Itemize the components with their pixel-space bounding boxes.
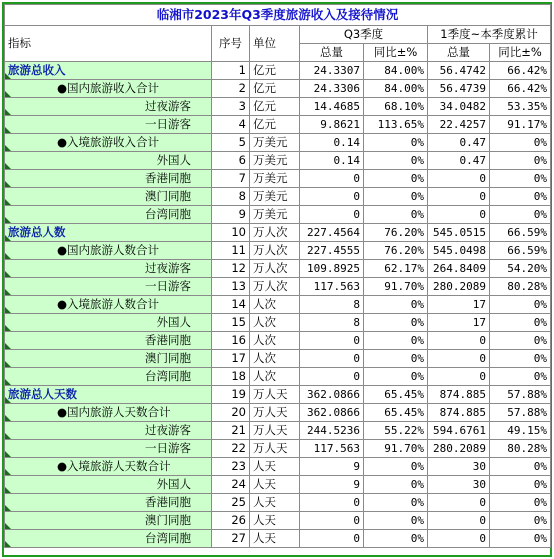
- cell-q3-yoy[interactable]: 62.17%: [364, 260, 428, 278]
- cell-ytd-total[interactable]: 264.8409: [428, 260, 490, 278]
- cell-q3-yoy[interactable]: 0%: [364, 152, 428, 170]
- cell-indicator[interactable]: ●入境旅游收入合计: [5, 134, 212, 152]
- cell-seq[interactable]: 4: [212, 116, 250, 134]
- cell-q3-yoy[interactable]: 68.10%: [364, 98, 428, 116]
- header-q3[interactable]: Q3季度: [300, 26, 428, 44]
- spreadsheet-sheet: [2, 2, 552, 557]
- cell-ytd-yoy[interactable]: 54.20%: [490, 260, 551, 278]
- table-row: [5, 440, 551, 458]
- cell-ytd-total[interactable]: 0: [428, 188, 490, 206]
- cell-q3-yoy[interactable]: 76.20%: [364, 242, 428, 260]
- cell-ytd-total[interactable]: 56.4742: [428, 62, 490, 80]
- cell-q3-total[interactable]: 24.3306: [300, 80, 364, 98]
- cell-indicator[interactable]: 一日游客: [5, 440, 212, 458]
- table-row: [5, 332, 551, 350]
- cell-q3-yoy[interactable]: 84.00%: [364, 62, 428, 80]
- cell-unit[interactable]: 万人次: [250, 278, 300, 296]
- cell-ytd-yoy[interactable]: 0%: [490, 512, 551, 530]
- cell-unit[interactable]: 亿元: [250, 98, 300, 116]
- cell-indicator[interactable]: 过夜游客: [5, 422, 212, 440]
- cell-unit[interactable]: 万人天: [250, 422, 300, 440]
- cell-seq[interactable]: 15: [212, 314, 250, 332]
- cell-q3-yoy[interactable]: 0%: [364, 332, 428, 350]
- cell-q3-total[interactable]: 0: [300, 512, 364, 530]
- table-title[interactable]: 临湘市2023年Q3季度旅游收入及接待情况: [5, 5, 551, 26]
- cell-ytd-total[interactable]: 56.4739: [428, 80, 490, 98]
- cell-ytd-total[interactable]: 22.4257: [428, 116, 490, 134]
- cell-ytd-total[interactable]: 594.6761: [428, 422, 490, 440]
- cell-unit[interactable]: 万人天: [250, 386, 300, 404]
- table-row: [5, 368, 551, 386]
- cell-indicator[interactable]: 外国人: [5, 476, 212, 494]
- cell-indicator[interactable]: ●国内旅游人天数合计: [5, 404, 212, 422]
- cell-unit[interactable]: 亿元: [250, 62, 300, 80]
- cell-q3-yoy[interactable]: 84.00%: [364, 80, 428, 98]
- cell-q3-yoy[interactable]: 0%: [364, 206, 428, 224]
- cell-q3-total[interactable]: 244.5236: [300, 422, 364, 440]
- table-row: [5, 224, 551, 242]
- cell-unit[interactable]: 万人天: [250, 404, 300, 422]
- cell-q3-total[interactable]: 0: [300, 188, 364, 206]
- cell-ytd-total[interactable]: 17: [428, 296, 490, 314]
- cell-q3-yoy[interactable]: 55.22%: [364, 422, 428, 440]
- cell-ytd-yoy[interactable]: 66.59%: [490, 242, 551, 260]
- table-row: [5, 134, 551, 152]
- table-row: [5, 80, 551, 98]
- cell-q3-yoy[interactable]: 113.65%: [364, 116, 428, 134]
- cell-q3-total[interactable]: 227.4555: [300, 242, 364, 260]
- cell-indicator[interactable]: 澳门同胞: [5, 350, 212, 368]
- cell-seq[interactable]: 7: [212, 170, 250, 188]
- cell-ytd-total[interactable]: 34.0482: [428, 98, 490, 116]
- cell-unit[interactable]: 人次: [250, 368, 300, 386]
- cell-q3-yoy[interactable]: 0%: [364, 296, 428, 314]
- cell-q3-yoy[interactable]: 65.45%: [364, 404, 428, 422]
- header-q3-yoy[interactable]: 同比±%: [364, 44, 428, 62]
- cell-seq[interactable]: 12: [212, 260, 250, 278]
- cell-seq[interactable]: 27: [212, 530, 250, 548]
- cell-ytd-total[interactable]: 0: [428, 206, 490, 224]
- cell-ytd-yoy[interactable]: 0%: [490, 188, 551, 206]
- cell-unit[interactable]: 万美元: [250, 206, 300, 224]
- cell-q3-yoy[interactable]: 76.20%: [364, 224, 428, 242]
- cell-q3-total[interactable]: 14.4685: [300, 98, 364, 116]
- cell-q3-total[interactable]: 0: [300, 494, 364, 512]
- cell-unit[interactable]: 人次: [250, 332, 300, 350]
- cell-indicator[interactable]: 香港同胞: [5, 332, 212, 350]
- cell-ytd-total[interactable]: 0.47: [428, 152, 490, 170]
- cell-seq[interactable]: 10: [212, 224, 250, 242]
- table-row: [5, 152, 551, 170]
- cell-unit[interactable]: 万人天: [250, 440, 300, 458]
- cell-ytd-total[interactable]: 0: [428, 350, 490, 368]
- cell-ytd-total[interactable]: 0: [428, 512, 490, 530]
- cell-q3-yoy[interactable]: 65.45%: [364, 386, 428, 404]
- cell-ytd-yoy[interactable]: 0%: [490, 134, 551, 152]
- cell-q3-total[interactable]: 9.8621: [300, 116, 364, 134]
- cell-seq[interactable]: 9: [212, 206, 250, 224]
- cell-indicator[interactable]: 香港同胞: [5, 170, 212, 188]
- table-row: [5, 530, 551, 548]
- cell-q3-total[interactable]: 227.4564: [300, 224, 364, 242]
- cell-ytd-yoy[interactable]: 0%: [490, 476, 551, 494]
- cell-q3-total[interactable]: 0: [300, 368, 364, 386]
- cell-unit[interactable]: 人次: [250, 314, 300, 332]
- header-ytd[interactable]: 1季度~本季度累计: [428, 26, 551, 44]
- cell-seq[interactable]: 26: [212, 512, 250, 530]
- cell-indicator[interactable]: 过夜游客: [5, 260, 212, 278]
- table-row: [5, 350, 551, 368]
- cell-unit[interactable]: 人天: [250, 512, 300, 530]
- cell-unit[interactable]: 万人次: [250, 260, 300, 278]
- cell-unit[interactable]: 亿元: [250, 80, 300, 98]
- cell-unit[interactable]: 万人次: [250, 224, 300, 242]
- cell-ytd-total[interactable]: 874.885: [428, 404, 490, 422]
- cell-ytd-total[interactable]: 545.0515: [428, 224, 490, 242]
- cell-ytd-total[interactable]: 17: [428, 314, 490, 332]
- cell-ytd-total[interactable]: 0: [428, 530, 490, 548]
- cell-seq[interactable]: 8: [212, 188, 250, 206]
- table-row: [5, 170, 551, 188]
- cell-q3-yoy[interactable]: 0%: [364, 314, 428, 332]
- cell-q3-yoy[interactable]: 0%: [364, 134, 428, 152]
- table-body: [5, 62, 551, 548]
- cell-ytd-total[interactable]: 30: [428, 476, 490, 494]
- cell-q3-yoy[interactable]: 0%: [364, 368, 428, 386]
- cell-seq[interactable]: 25: [212, 494, 250, 512]
- header-indicator[interactable]: 指标: [5, 26, 212, 62]
- cell-unit[interactable]: 人天: [250, 494, 300, 512]
- cell-q3-total[interactable]: 8: [300, 296, 364, 314]
- cell-ytd-yoy[interactable]: 53.35%: [490, 98, 551, 116]
- cell-ytd-yoy[interactable]: 57.88%: [490, 404, 551, 422]
- cell-q3-yoy[interactable]: 0%: [364, 350, 428, 368]
- cell-indicator[interactable]: 旅游总人天数: [5, 386, 212, 404]
- cell-ytd-yoy[interactable]: 0%: [490, 152, 551, 170]
- cell-ytd-yoy[interactable]: 0%: [490, 350, 551, 368]
- tourism-table: [4, 4, 551, 548]
- cell-indicator[interactable]: ●入境旅游人数合计: [5, 296, 212, 314]
- table-row: [5, 116, 551, 134]
- cell-q3-yoy[interactable]: 0%: [364, 170, 428, 188]
- cell-ytd-total[interactable]: 0: [428, 170, 490, 188]
- header-q3-total[interactable]: 总量: [300, 44, 364, 62]
- header-seq[interactable]: 序号: [212, 26, 250, 62]
- cell-seq[interactable]: 22: [212, 440, 250, 458]
- table-row: [5, 314, 551, 332]
- cell-ytd-total[interactable]: 0: [428, 332, 490, 350]
- cell-ytd-total[interactable]: 0: [428, 494, 490, 512]
- cell-unit[interactable]: 万美元: [250, 152, 300, 170]
- table-row: [5, 260, 551, 278]
- cell-unit[interactable]: 万美元: [250, 134, 300, 152]
- cell-q3-total[interactable]: 362.0866: [300, 404, 364, 422]
- cell-q3-total[interactable]: 117.563: [300, 440, 364, 458]
- table-row: [5, 242, 551, 260]
- cell-ytd-total[interactable]: 0: [428, 368, 490, 386]
- cell-seq[interactable]: 19: [212, 386, 250, 404]
- header-ytd-yoy[interactable]: 同比±%: [490, 44, 551, 62]
- cell-ytd-yoy[interactable]: 0%: [490, 368, 551, 386]
- table-row: [5, 296, 551, 314]
- cell-ytd-yoy[interactable]: 49.15%: [490, 422, 551, 440]
- cell-ytd-yoy[interactable]: 0%: [490, 314, 551, 332]
- cell-seq[interactable]: 6: [212, 152, 250, 170]
- cell-q3-yoy[interactable]: 91.70%: [364, 278, 428, 296]
- cell-ytd-yoy[interactable]: 0%: [490, 296, 551, 314]
- cell-q3-total[interactable]: 24.3307: [300, 62, 364, 80]
- cell-ytd-total[interactable]: 0.47: [428, 134, 490, 152]
- cell-q3-yoy[interactable]: 91.70%: [364, 440, 428, 458]
- table-row: [5, 458, 551, 476]
- cell-indicator[interactable]: 澳门同胞: [5, 188, 212, 206]
- cell-indicator[interactable]: 一日游客: [5, 116, 212, 134]
- cell-indicator[interactable]: 旅游总收入: [5, 62, 212, 80]
- cell-seq[interactable]: 20: [212, 404, 250, 422]
- cell-indicator[interactable]: 香港同胞: [5, 494, 212, 512]
- cell-seq[interactable]: 21: [212, 422, 250, 440]
- cell-q3-yoy[interactable]: 0%: [364, 476, 428, 494]
- cell-q3-total[interactable]: 8: [300, 314, 364, 332]
- cell-unit[interactable]: 人天: [250, 476, 300, 494]
- cell-unit[interactable]: 人天: [250, 458, 300, 476]
- cell-ytd-yoy[interactable]: 80.28%: [490, 278, 551, 296]
- cell-ytd-total[interactable]: 280.2089: [428, 278, 490, 296]
- header-ytd-total[interactable]: 总量: [428, 44, 490, 62]
- cell-indicator[interactable]: 台湾同胞: [5, 206, 212, 224]
- table-row: [5, 476, 551, 494]
- cell-indicator[interactable]: ●国内旅游人数合计: [5, 242, 212, 260]
- table-row: [5, 278, 551, 296]
- cell-ytd-total[interactable]: 30: [428, 458, 490, 476]
- cell-indicator[interactable]: 澳门同胞: [5, 512, 212, 530]
- cell-q3-yoy[interactable]: 0%: [364, 512, 428, 530]
- cell-seq[interactable]: 5: [212, 134, 250, 152]
- cell-indicator[interactable]: 过夜游客: [5, 98, 212, 116]
- cell-seq[interactable]: 24: [212, 476, 250, 494]
- cell-indicator[interactable]: 旅游总人数: [5, 224, 212, 242]
- cell-q3-yoy[interactable]: 0%: [364, 530, 428, 548]
- cell-q3-total[interactable]: 362.0866: [300, 386, 364, 404]
- cell-seq[interactable]: 13: [212, 278, 250, 296]
- table-row: [5, 422, 551, 440]
- cell-seq[interactable]: 11: [212, 242, 250, 260]
- cell-unit[interactable]: 亿元: [250, 116, 300, 134]
- cell-q3-total[interactable]: 0.14: [300, 152, 364, 170]
- cell-q3-total[interactable]: 9: [300, 476, 364, 494]
- cell-q3-total[interactable]: 0.14: [300, 134, 364, 152]
- cell-ytd-yoy[interactable]: 0%: [490, 332, 551, 350]
- cell-indicator[interactable]: 一日游客: [5, 278, 212, 296]
- table-row: [5, 206, 551, 224]
- cell-ytd-yoy[interactable]: 57.88%: [490, 386, 551, 404]
- cell-unit[interactable]: 人天: [250, 530, 300, 548]
- cell-ytd-yoy[interactable]: 0%: [490, 458, 551, 476]
- cell-q3-yoy[interactable]: 0%: [364, 458, 428, 476]
- table-row: [5, 404, 551, 422]
- cell-q3-total[interactable]: 0: [300, 206, 364, 224]
- cell-q3-total[interactable]: 0: [300, 350, 364, 368]
- cell-seq[interactable]: 2: [212, 80, 250, 98]
- cell-ytd-yoy[interactable]: 0%: [490, 494, 551, 512]
- header-unit[interactable]: 单位: [250, 26, 300, 62]
- cell-seq[interactable]: 18: [212, 368, 250, 386]
- cell-ytd-yoy[interactable]: 80.28%: [490, 440, 551, 458]
- table-row: [5, 386, 551, 404]
- table-row: [5, 62, 551, 80]
- cell-q3-total[interactable]: 0: [300, 332, 364, 350]
- cell-seq[interactable]: 3: [212, 98, 250, 116]
- cell-q3-total[interactable]: 0: [300, 530, 364, 548]
- cell-unit[interactable]: 人次: [250, 350, 300, 368]
- cell-ytd-yoy[interactable]: 91.17%: [490, 116, 551, 134]
- cell-indicator[interactable]: ●入境旅游人天数合计: [5, 458, 212, 476]
- cell-unit[interactable]: 万美元: [250, 170, 300, 188]
- cell-indicator[interactable]: 外国人: [5, 314, 212, 332]
- table-row: [5, 494, 551, 512]
- cell-ytd-yoy[interactable]: 0%: [490, 530, 551, 548]
- cell-seq[interactable]: 23: [212, 458, 250, 476]
- cell-indicator[interactable]: 台湾同胞: [5, 368, 212, 386]
- cell-q3-total[interactable]: 9: [300, 458, 364, 476]
- cell-ytd-yoy[interactable]: 66.42%: [490, 80, 551, 98]
- cell-indicator[interactable]: ●国内旅游收入合计: [5, 80, 212, 98]
- cell-q3-total[interactable]: 0: [300, 170, 364, 188]
- cell-q3-total[interactable]: 117.563: [300, 278, 364, 296]
- table-row: [5, 188, 551, 206]
- cell-unit[interactable]: 万人次: [250, 242, 300, 260]
- cell-unit[interactable]: 人次: [250, 296, 300, 314]
- cell-q3-total[interactable]: 109.8925: [300, 260, 364, 278]
- cell-ytd-total[interactable]: 874.885: [428, 386, 490, 404]
- cell-seq[interactable]: 1: [212, 62, 250, 80]
- table-row: [5, 512, 551, 530]
- cell-indicator[interactable]: 外国人: [5, 152, 212, 170]
- cell-ytd-total[interactable]: 545.0498: [428, 242, 490, 260]
- cell-seq[interactable]: 16: [212, 332, 250, 350]
- cell-seq[interactable]: 14: [212, 296, 250, 314]
- cell-q3-yoy[interactable]: 0%: [364, 494, 428, 512]
- table-row: [5, 98, 551, 116]
- cell-ytd-yoy[interactable]: 0%: [490, 170, 551, 188]
- cell-q3-yoy[interactable]: 0%: [364, 188, 428, 206]
- cell-seq[interactable]: 17: [212, 350, 250, 368]
- cell-ytd-total[interactable]: 280.2089: [428, 440, 490, 458]
- cell-unit[interactable]: 万美元: [250, 188, 300, 206]
- cell-ytd-yoy[interactable]: 66.42%: [490, 62, 551, 80]
- cell-indicator[interactable]: 台湾同胞: [5, 530, 212, 548]
- cell-ytd-yoy[interactable]: 0%: [490, 206, 551, 224]
- cell-ytd-yoy[interactable]: 66.59%: [490, 224, 551, 242]
